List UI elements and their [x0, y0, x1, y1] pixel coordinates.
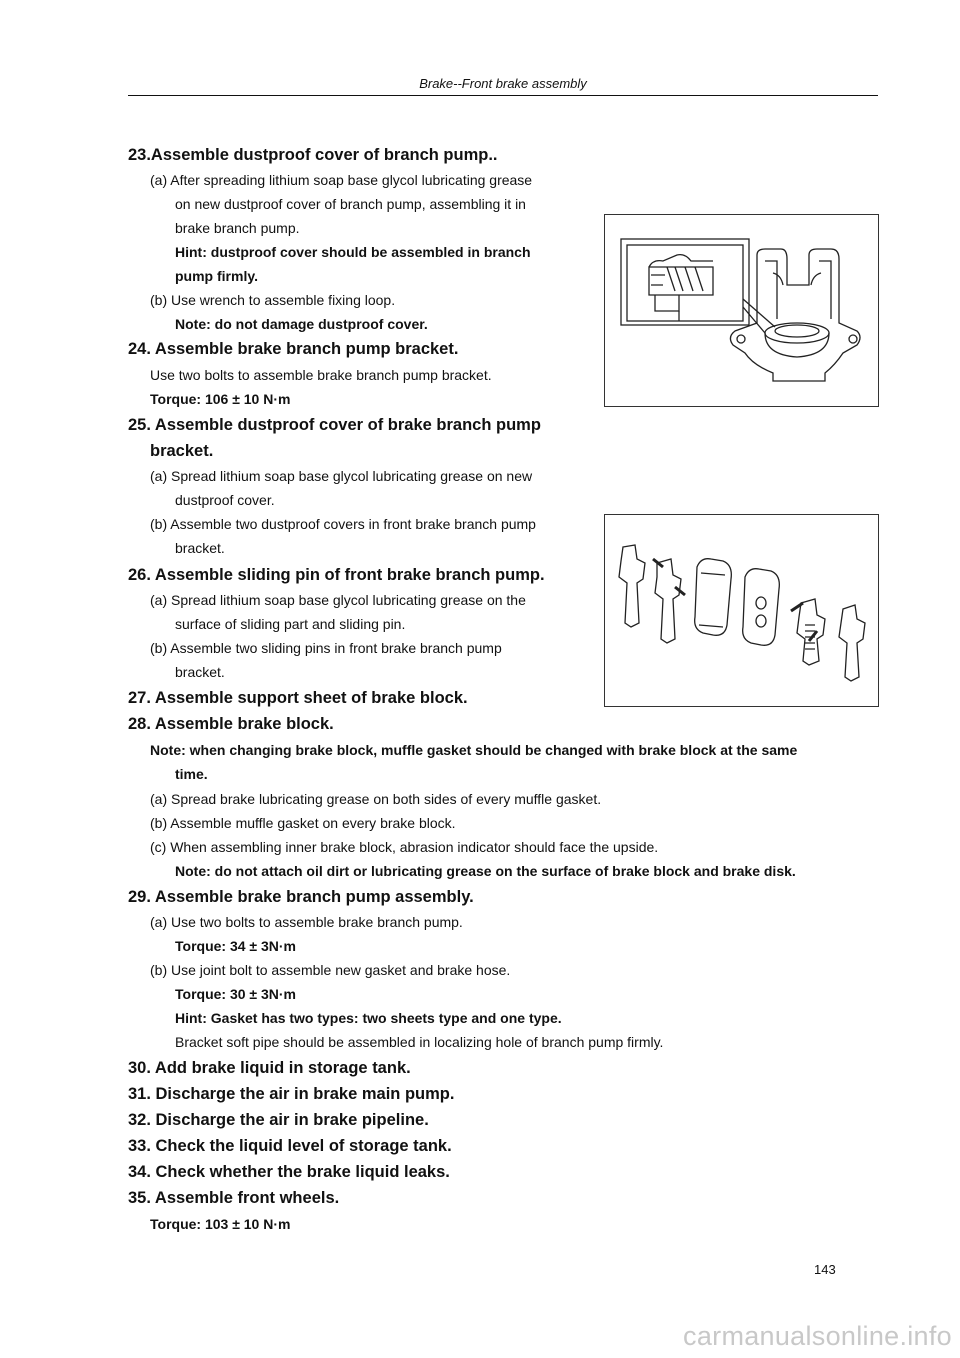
page-header: Brake--Front brake assembly — [419, 76, 587, 91]
step-23-line: (b) Use wrench to assemble fixing loop. — [150, 292, 396, 308]
step-23-hint: pump firmly. — [175, 268, 258, 284]
step-29-heading: 29. Assemble brake branch pump assembly. — [128, 888, 474, 906]
step-27-heading: 27. Assemble support sheet of brake block. — [128, 689, 468, 707]
step-23-heading: 23.Assemble dustproof cover of branch pump.. — [128, 146, 498, 164]
step-26-line: bracket. — [175, 664, 225, 680]
step-25-line: dustproof cover. — [175, 492, 275, 508]
step-34-heading: 34. Check whether the brake liquid leaks. — [128, 1163, 450, 1181]
step-24-line: Use two bolts to assemble brake branch pump bracket. — [150, 367, 492, 383]
step-28-line: (c) When assembling inner brake block, abrasion indicator should face the upside. — [150, 839, 659, 855]
step-29-line: (a) Use two bolts to assemble brake branch pump. — [150, 914, 463, 930]
step-23-line: (a) After spreading lithium soap base glycol lubricating grease — [150, 172, 533, 188]
step-26-line: surface of sliding part and sliding pin. — [175, 616, 406, 632]
step-35-heading: 35. Assemble front wheels. — [128, 1189, 340, 1207]
step-32-heading: 32. Discharge the air in brake pipeline. — [128, 1111, 429, 1129]
step-23-line: brake branch pump. — [175, 220, 300, 236]
step-28-heading: 28. Assemble brake block. — [128, 715, 334, 733]
step-25-heading-cont: bracket. — [150, 442, 214, 460]
brake-pads-illustration — [605, 515, 878, 706]
caliper-bracket-illustration — [605, 215, 878, 406]
brake-block-figure — [604, 514, 879, 707]
step-28-note: Note: when changing brake block, muffle gasket should be changed with brake block at the same — [150, 742, 798, 758]
step-28-line: (a) Spread brake lubricating grease on both sides of every muffle gasket. — [150, 791, 602, 807]
step-26-heading: 26. Assemble sliding pin of front brake branch pump. — [128, 566, 545, 584]
step-23-hint: Hint: dustproof cover should be assembled in branch — [175, 244, 531, 260]
step-29-torque: Torque: 34 ± 3N·m — [175, 938, 296, 954]
step-35-torque: Torque: 103 ± 10 N·m — [150, 1216, 291, 1232]
step-23-line: on new dustproof cover of branch pump, assembling it in — [175, 196, 526, 212]
step-26-line: (b) Assemble two sliding pins in front brake branch pump — [150, 640, 502, 656]
step-29-torque: Torque: 30 ± 3N·m — [175, 986, 296, 1002]
dust-cover-figure — [604, 214, 879, 407]
step-25-line: (b) Assemble two dustproof covers in front brake branch pump — [150, 516, 536, 532]
step-29-line: Bracket soft pipe should be assembled in localizing hole of branch pump firmly. — [175, 1034, 664, 1050]
step-25-line: bracket. — [175, 540, 225, 556]
step-31-heading: 31. Discharge the air in brake main pump. — [128, 1085, 455, 1103]
step-29-hint: Hint: Gasket has two types: two sheets type and one type. — [175, 1010, 562, 1026]
step-29-line: (b) Use joint bolt to assemble new gasket and brake hose. — [150, 962, 511, 978]
step-25-heading: 25. Assemble dustproof cover of brake branch pump — [128, 416, 541, 434]
step-24-heading: 24. Assemble brake branch pump bracket. — [128, 340, 459, 358]
step-26-line: (a) Spread lithium soap base glycol lubricating grease on the — [150, 592, 526, 608]
step-24-torque: Torque: 106 ± 10 N·m — [150, 391, 291, 407]
step-30-heading: 30. Add brake liquid in storage tank. — [128, 1059, 411, 1077]
step-33-heading: 33. Check the liquid level of storage tank. — [128, 1137, 452, 1155]
step-23-note: Note: do not damage dustproof cover. — [175, 316, 428, 332]
step-28-line: (b) Assemble muffle gasket on every brake block. — [150, 815, 456, 831]
step-25-line: (a) Spread lithium soap base glycol lubricating grease on new — [150, 468, 533, 484]
watermark: carmanualsonline.info — [683, 1321, 952, 1351]
step-28-note: time. — [175, 766, 208, 782]
step-28-note: Note: do not attach oil dirt or lubricating grease on the surface of brake block and brake disk. — [175, 863, 796, 879]
header-rule — [128, 95, 878, 96]
page-number: 143 — [814, 1262, 836, 1277]
